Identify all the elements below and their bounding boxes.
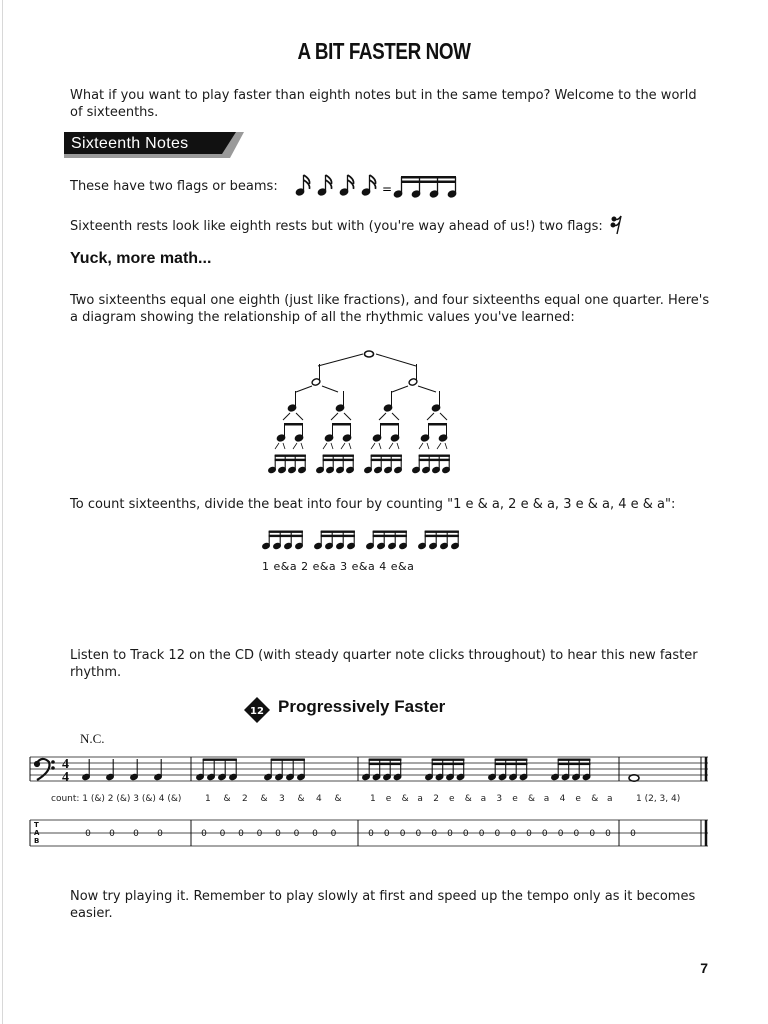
count-m2-syllable: 2 bbox=[242, 794, 248, 804]
sixteenth-group bbox=[362, 759, 402, 781]
beamed-note bbox=[435, 759, 444, 781]
chord-symbol: N.C. bbox=[80, 731, 105, 746]
tab-m3-fret: 0 bbox=[557, 829, 564, 839]
beamed-note bbox=[275, 759, 284, 781]
tab-digits bbox=[85, 829, 636, 839]
beam bbox=[495, 763, 528, 765]
beamed-note bbox=[383, 759, 392, 781]
track-number: 12 bbox=[250, 706, 264, 717]
tab-m3-fret: 0 bbox=[368, 829, 374, 839]
time-sig-bottom: 4 bbox=[62, 770, 69, 785]
beamed-note bbox=[498, 759, 507, 781]
count-m2-syllable: 1 bbox=[205, 794, 211, 804]
beam bbox=[558, 759, 591, 761]
beamed-note bbox=[297, 759, 306, 781]
counting-syllables: 1 e&a 2 e&a 3 e&a 4 e&a bbox=[262, 560, 415, 573]
quarter-note bbox=[82, 759, 91, 781]
sixteenth-group bbox=[551, 759, 591, 781]
beamed-note bbox=[286, 759, 295, 781]
beamed-note bbox=[446, 759, 455, 781]
count-m2-syllable: & bbox=[223, 794, 231, 804]
beamed-note bbox=[509, 759, 518, 781]
tab-m3-fret: 0 bbox=[573, 829, 580, 839]
section-banner-label: Sixteenth Notes bbox=[71, 135, 189, 152]
tab-m2-fret: 0 bbox=[312, 829, 318, 839]
tab-m2-fret: 0 bbox=[238, 829, 244, 839]
beamed-note bbox=[207, 759, 216, 781]
tab-m3-fret: 0 bbox=[399, 829, 406, 839]
count-m3-syllable: e bbox=[575, 794, 581, 804]
diagram-paragraph: Two sixteenths equal one eighth (just like fractions), and four sixteenths equal one quarter. Here's a diagram showing the relationship of all the rhythmic values you've learned: bbox=[70, 293, 710, 325]
tab-m4-fret: 0 bbox=[630, 829, 636, 839]
whole-note bbox=[629, 775, 639, 781]
beamed-note bbox=[425, 759, 434, 781]
beam bbox=[369, 763, 402, 765]
tab-m3-fret: 0 bbox=[415, 829, 422, 839]
count-m3-syllable: e bbox=[449, 794, 455, 804]
tab-m3-fret: 0 bbox=[589, 829, 596, 839]
count-m3-syllable: e bbox=[385, 794, 392, 804]
beamed-note bbox=[229, 759, 238, 781]
tab-letter-a: A bbox=[34, 829, 40, 837]
count-m3-syllable: a bbox=[607, 794, 613, 804]
tab-letter-b: B bbox=[34, 837, 40, 845]
equals-sign: = bbox=[382, 182, 393, 196]
eighth-group bbox=[264, 759, 306, 781]
beam bbox=[495, 759, 528, 761]
count-m2-syllable: & bbox=[334, 794, 342, 804]
beamed-note bbox=[456, 759, 465, 781]
beamed-note bbox=[561, 759, 570, 781]
closing-paragraph: Now try playing it. Remember to play slowly at first and speed up the tempo only as it becomes easier. bbox=[70, 889, 696, 921]
count-m2-syllable: 3 bbox=[279, 794, 285, 804]
tab-m3-fret: 0 bbox=[526, 829, 532, 839]
tab-letter-t: T bbox=[34, 821, 39, 829]
count-m3-syllable: a bbox=[480, 794, 487, 804]
quarter-note bbox=[154, 759, 163, 781]
beamed-note bbox=[362, 759, 371, 781]
time-signature bbox=[62, 757, 69, 785]
count-m3-syllable: 2 bbox=[433, 794, 439, 804]
count-measure-4: 1 (2, 3, 4) bbox=[636, 794, 681, 804]
count-m3-syllable: e bbox=[512, 794, 518, 804]
count-measure-1: count: 1 (&) 2 (&) 3 (&) 4 (&) bbox=[51, 794, 182, 804]
sixteenth-group bbox=[488, 759, 528, 781]
tab-m3-fret: 0 bbox=[462, 829, 469, 839]
flags-text: These have two flags or beams: bbox=[70, 179, 278, 194]
tab-label bbox=[34, 821, 40, 845]
beam bbox=[271, 759, 305, 761]
tab-m1-fret: 0 bbox=[133, 829, 139, 839]
tab-m3-fret: 0 bbox=[605, 829, 611, 839]
tab-m2-fret: 0 bbox=[293, 829, 300, 839]
beamed-note bbox=[393, 759, 402, 781]
counting-paragraph: To count sixteenths, divide the beat into four by counting "1 e & a, 2 e & a, 3 e & a, 4 e & a": bbox=[70, 497, 676, 512]
page-number: 7 bbox=[700, 960, 708, 976]
time-sig-top: 4 bbox=[62, 757, 69, 772]
count-m2-syllable: & bbox=[260, 794, 268, 804]
beamed-note bbox=[572, 759, 581, 781]
eighth-group bbox=[196, 759, 238, 781]
beamed-note bbox=[372, 759, 381, 781]
tab-m2-fret: 0 bbox=[275, 829, 281, 839]
quarter-note bbox=[130, 759, 139, 781]
count-m3-syllable: 1 bbox=[370, 794, 376, 804]
beamed-note bbox=[264, 759, 273, 781]
count-m3-syllable: & bbox=[528, 794, 536, 804]
listen-paragraph: Listen to Track 12 on the CD (with steady quarter note clicks throughout) to hear this new faster rhythm. bbox=[70, 648, 698, 680]
beamed-note bbox=[582, 759, 591, 781]
math-subheading: Yuck, more math... bbox=[70, 250, 212, 267]
sixteenth-group bbox=[425, 759, 465, 781]
tab-m1-fret: 0 bbox=[85, 829, 91, 839]
beamed-note bbox=[218, 759, 227, 781]
tab-m3-fret: 0 bbox=[494, 829, 501, 839]
tab-m3-fret: 0 bbox=[383, 829, 390, 839]
rests-text: Sixteenth rests look like eighth rests but with (you're way ahead of us!) two flags: bbox=[70, 219, 603, 234]
tab-m1-fret: 0 bbox=[109, 829, 115, 839]
count-m2-syllable: 4 bbox=[316, 794, 322, 804]
beam bbox=[369, 759, 402, 761]
count-m3-syllable: & bbox=[464, 794, 472, 804]
intro-paragraph: What if you want to play faster than eighth notes but in the same tempo? Welcome to the world of sixteenths. bbox=[70, 88, 697, 120]
beam bbox=[558, 763, 591, 765]
beamed-note bbox=[488, 759, 497, 781]
tab-m3-fret: 0 bbox=[431, 829, 438, 839]
quarter-note bbox=[106, 759, 115, 781]
tab-m2-fret: 0 bbox=[256, 829, 263, 839]
page-title: A BIT FASTER NOW bbox=[297, 38, 471, 64]
tab-m2-fret: 0 bbox=[201, 829, 207, 839]
count-m2-syllable: & bbox=[297, 794, 305, 804]
count-m3-syllable: a bbox=[543, 794, 550, 804]
beamed-note bbox=[551, 759, 560, 781]
tab-m1-fret: 0 bbox=[157, 829, 163, 839]
count-m3-syllable: & bbox=[401, 794, 409, 804]
staff-notes bbox=[82, 759, 639, 782]
tab-m2-fret: 0 bbox=[330, 829, 337, 839]
count-m3-syllable: 3 bbox=[496, 794, 503, 804]
bass-clef-icon bbox=[34, 759, 54, 780]
tab-m3-fret: 0 bbox=[541, 829, 548, 839]
count-m3-syllable: 4 bbox=[559, 794, 566, 804]
count-m3-syllable: & bbox=[591, 794, 599, 804]
count-m3-syllable: a bbox=[417, 794, 423, 804]
tab-m3-fret: 0 bbox=[478, 829, 485, 839]
tab-m2-fret: 0 bbox=[219, 829, 226, 839]
piece-title: Progressively Faster bbox=[278, 697, 446, 716]
beam bbox=[203, 759, 237, 761]
tab-m3-fret: 0 bbox=[447, 829, 453, 839]
beamed-note bbox=[196, 759, 205, 781]
beam bbox=[432, 759, 465, 761]
beam bbox=[432, 763, 465, 765]
beamed-note bbox=[519, 759, 528, 781]
tab-m3-fret: 0 bbox=[510, 829, 517, 839]
